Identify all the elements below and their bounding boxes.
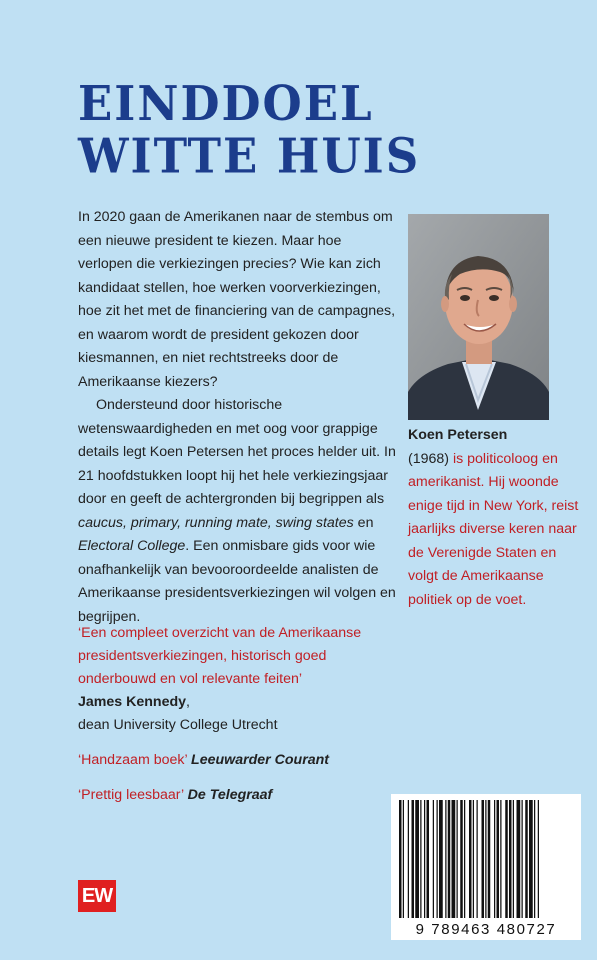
barcode-bar xyxy=(424,800,425,918)
barcode-bars xyxy=(391,794,581,940)
title-line-1: EINDDOEL xyxy=(78,75,374,132)
barcode-bar xyxy=(505,800,508,918)
review-quotes xyxy=(78,622,398,807)
blurb-p2-terms: caucus, primary, running mate, swing states xyxy=(78,514,354,531)
quote-2-source: Leeuwarder Courant xyxy=(191,752,330,768)
book-title xyxy=(78,75,421,185)
barcode-bar xyxy=(427,800,430,918)
barcode-bar xyxy=(494,800,495,918)
barcode-bar xyxy=(445,800,446,918)
blurb-paragraph-1: In 2020 gaan de Amerikanen naar de stembus om een nieuwe president te kiezen. Maar hoe verlopen die verkiezingen precies? Wie kan zich kandidaat stellen, hoe werken voorverkiezingen, hoe zit het met de financiering van de campagnes, en waarom wordt de president gekozen door kiesmannen, en niet rechtstreeks door de Amerikaanse kiezers? xyxy=(78,209,396,390)
blurb-p2-term2: Electoral College xyxy=(78,538,186,554)
barcode-bar xyxy=(433,800,434,918)
barcode-bar xyxy=(403,800,404,918)
blurb-text xyxy=(78,206,398,629)
barcode-bar xyxy=(485,800,486,918)
quote-2-text: ‘Handzaam boek’ xyxy=(78,752,188,768)
barcode-bar xyxy=(538,800,539,918)
barcode-bar xyxy=(420,800,421,918)
barcode-bar xyxy=(460,800,463,918)
barcode-bar xyxy=(482,800,485,918)
quote-3-source: De Telegraaf xyxy=(187,787,273,803)
barcode-bar xyxy=(448,800,451,918)
quote-2 xyxy=(78,749,398,772)
author-bio xyxy=(408,424,583,612)
author-bio-text: is politicoloog en amerikanist. Hij woonde enige tijd in New York, reist jaarlijks diverse keren naar de Verenigde Staten en volgt de Amerikaanse politiek op de voet. xyxy=(408,450,579,608)
barcode-bar xyxy=(415,800,419,918)
blurb-p2-b: en xyxy=(353,514,374,531)
barcode-bar xyxy=(469,800,472,918)
barcode-bar xyxy=(452,800,456,918)
title-line-2: WITTE HUIS xyxy=(78,128,421,185)
isbn-number: 9 789463 480727 xyxy=(415,921,557,938)
barcode-bar xyxy=(439,800,443,918)
quote-3-text: ‘Prettig leesbaar’ xyxy=(78,787,184,803)
barcode-bar xyxy=(513,800,514,918)
barcode-bar xyxy=(500,800,501,918)
barcode-bar xyxy=(517,800,521,918)
barcode-bar xyxy=(437,800,438,918)
barcode-bar xyxy=(529,800,533,918)
author-description xyxy=(408,448,583,613)
quote-1: ‘Een compleet overzicht van de Amerikaanse presidentsverkiezingen, historisch goed onderbouwd en vol relevante feiten’ xyxy=(78,625,362,687)
quote-1-role: dean University College Utrecht xyxy=(78,717,278,733)
blurb-p2-a: Ondersteund door historische wetenswaardigheden en met oog voor grappige details legt Koen Petersen het proces helder uit. In 21 hoofdstukken loopt hij het hele verkiezingsjaar door en geeft de achtergronden bij begrippen als xyxy=(78,397,396,507)
blurb-p2-c: . Een onmisbare gids voor wie onafhankelijk van bevooroordeelde analisten de Amerikaanse presidentsverkiezingen wil volgen en begrijpen. xyxy=(78,538,396,625)
barcode-bar xyxy=(412,800,415,918)
blurb-paragraph-2 xyxy=(78,394,398,629)
barcode-bar xyxy=(408,800,409,918)
author-photo xyxy=(408,214,549,420)
barcode-bar xyxy=(509,800,512,918)
barcode-bar xyxy=(473,800,474,918)
barcode-bar xyxy=(464,800,465,918)
quote-3 xyxy=(78,784,398,807)
barcode-bar xyxy=(477,800,478,918)
author-name: Koen Petersen xyxy=(408,427,508,443)
barcode-bar xyxy=(525,800,528,918)
barcode-bar xyxy=(488,800,491,918)
barcode-bar xyxy=(399,800,402,918)
barcode-bar xyxy=(457,800,458,918)
author-year: (1968) xyxy=(408,450,450,467)
barcode-bar xyxy=(534,800,535,918)
barcode-bar xyxy=(522,800,523,918)
isbn-barcode xyxy=(391,794,581,940)
author-portrait-image xyxy=(408,214,549,420)
barcode-bar xyxy=(497,800,500,918)
publisher-logo: EW xyxy=(78,880,116,912)
quote-1-name: James Kennedy xyxy=(78,694,187,710)
quote-1-attribution: James Kennedy, xyxy=(78,694,190,710)
